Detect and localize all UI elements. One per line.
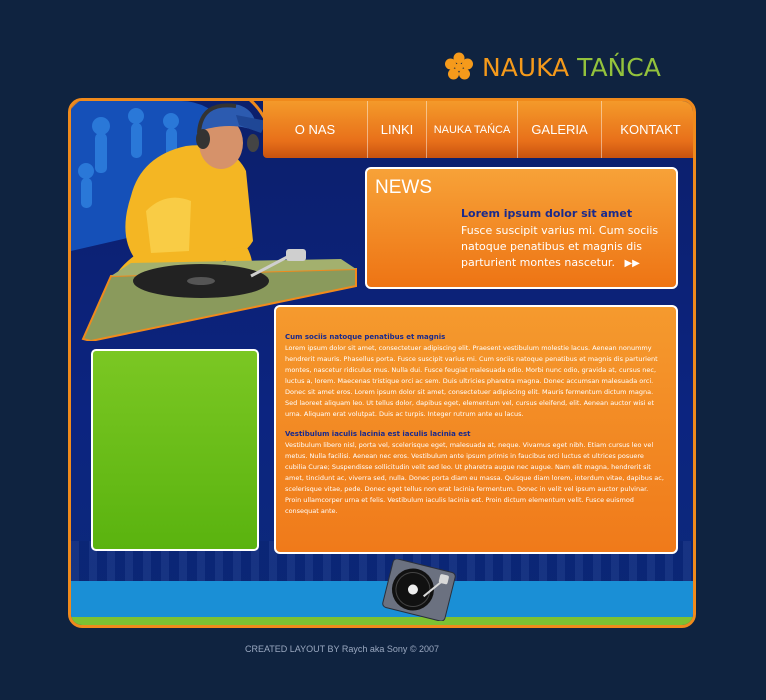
content-heading-1: Cum sociis natoque penatibus et magnis	[285, 333, 446, 341]
nav-item-nauka-tanca[interactable]: NAUKA TAŃCA	[426, 101, 517, 158]
footer-credits: CREATED LAYOUT BY Raych aka Sony © 2007	[244, 644, 440, 654]
sidebar-green-box	[91, 349, 259, 551]
news-headline[interactable]: Lorem ipsum dolor sit amet	[461, 207, 633, 220]
nav-item-linki[interactable]: LINKI	[367, 101, 426, 158]
content-panel	[274, 305, 678, 554]
content-heading-2: Vestibulum iaculis lacinia est iaculis lacinia est	[285, 430, 471, 438]
site-title-part2: TAŃCA	[577, 52, 661, 82]
nav-item-o-nas[interactable]: O NAS	[294, 122, 336, 137]
turntable-icon	[381, 559, 457, 621]
nav-item-galeria[interactable]: GALERIA	[517, 101, 601, 158]
main-frame	[68, 98, 696, 628]
content-paragraph-1: Lorem ipsum dolor sit amet, consectetuer adipiscing elit. Praesent vestibulum molestie lacus. Aenean nonummy hendrerit mauris. Phasellus porta. Fusce suscipit varius mi. Cum sociis natoque penatibus et magnis dis parturient montes, nascetur ridiculus mus. Nulla dui. Fusce feugiat malesuada odio. Morbi nunc odio, gravida at, cursus nec, luctus a, lorem. Maecenas tristique orci ac sem. Duis ultricies pharetra magna. Donec accumsan malesuada orci. Donec sit amet eros. Lorem ipsum dolor sit amet, consectetuer adipiscing elit. Mauris fermentum dictum magna. Sed laoreet aliquam leo. Ut tellus dolor, dapibus eget, elementum vel, cursus eleifend, elit. Aenean auctor wisi et urna. Aliquam erat volutpat. Duis ac turpis. Integer rutrum ante eu lacus.	[285, 344, 658, 418]
site-logo[interactable]	[444, 50, 661, 84]
site-title-part1: NAUKA	[482, 52, 570, 82]
news-title: NEWS	[375, 177, 432, 198]
nav-item-kontakt[interactable]: KONTAKT	[601, 101, 696, 158]
double-chevron-right-icon[interactable]: ▶▶	[624, 258, 640, 269]
news-panel	[365, 167, 678, 289]
site-title	[482, 53, 661, 82]
content-paragraph-2: Vestibulum libero nisl, porta vel, scelerisque eget, malesuada at, neque. Vivamus eget nibh. Etiam cursus leo vel metus. Nulla facilisi. Aenean nec eros. Vestibulum ante ipsum primis in faucibus orci luctus et ultrices posuere cubilia Curae; Suspendisse sollicitudin velit sed leo. Ut pharetra augue nec augue. Nam elit magna, hendrerit sit amet, tincidunt ac, viverra sed, nulla. Donec porta diam eu massa. Quisque diam lorem, interdum vitae, dapibus ac, scelerisque vitae, pede. Donec eget tellus non erat lacinia fermentum. Donec in velit vel ipsum auctor pulvinar. Proin ullamcorper urna et felis. Vestibulum iaculis lacinia est. Proin dictum elementum velit. Fusce euismod consequat ante.	[285, 441, 664, 515]
news-text	[461, 223, 666, 272]
main-navigation	[263, 101, 696, 158]
news-text-body: Fusce suscipit varius mi. Cum sociis natoque penatibus et magnis dis parturient montes nascetur.	[461, 224, 659, 269]
flower-icon	[444, 52, 474, 82]
